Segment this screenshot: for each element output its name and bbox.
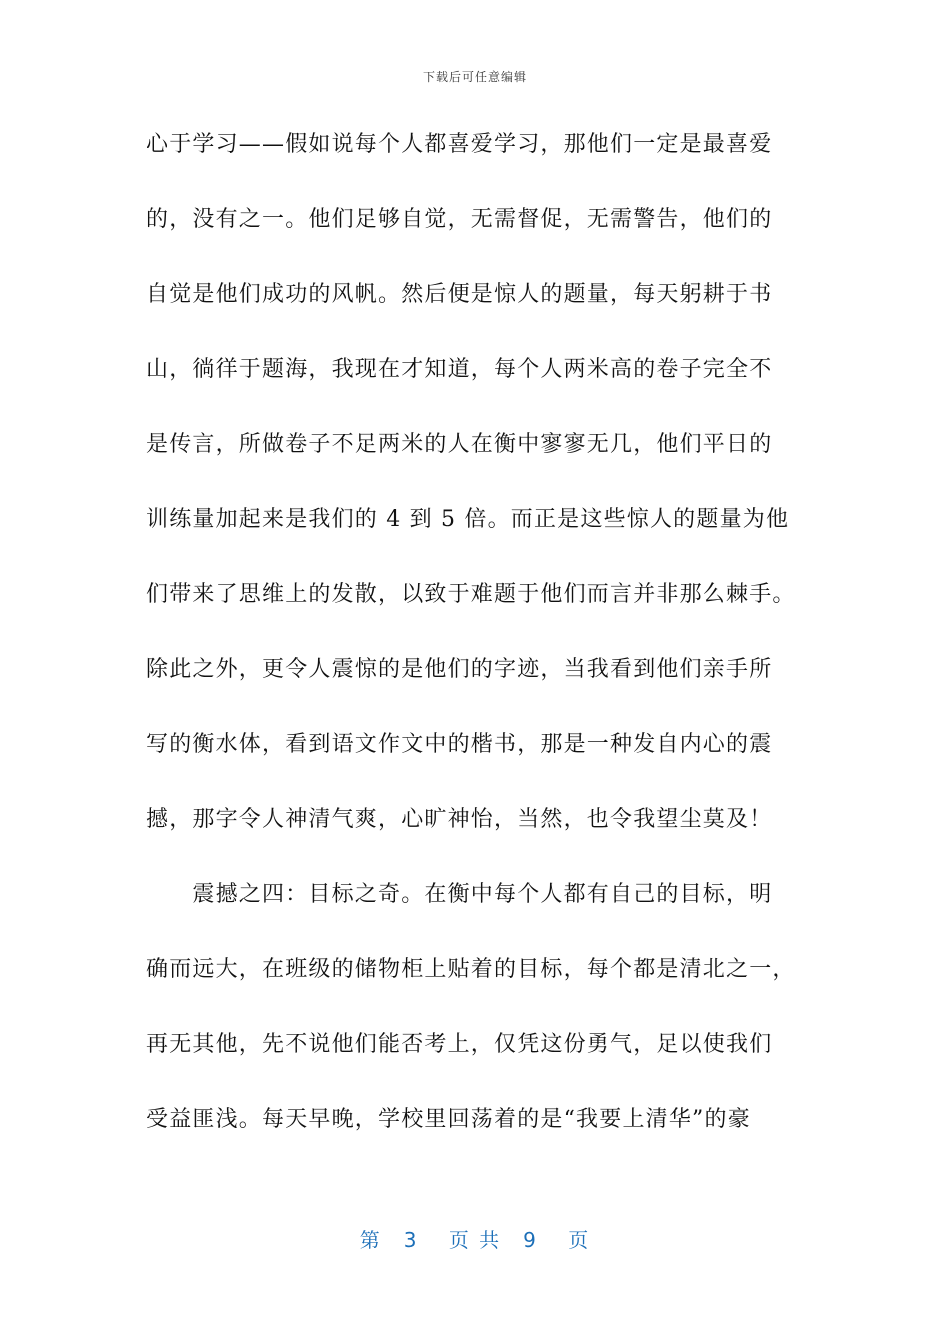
text-line: 山，徜徉于题海，我现在才知道，每个人两米高的卷子完全不 [146, 357, 773, 382]
text-line: 写的衡水体，看到语文作文中的楷书，那是一种发自内心的震 [146, 732, 773, 757]
text-line: 的，没有之一。他们足够自觉，无需督促，无需警告，他们的 [146, 207, 773, 232]
document-body [146, 126, 826, 1176]
paragraph-start-line: 震撼之四：目标之奇。在衡中每个人都有自己的目标，明 [146, 882, 773, 907]
text-line: 们带来了思维上的发散，以致于难题于他们而言并非那么棘手。 [146, 582, 796, 607]
text-line: 训练量加起来是我们的 4 到 5 倍。而正是这些惊人的题量为他 [146, 507, 790, 532]
text-line: 自觉是他们成功的风帆。然后便是惊人的题量，每天躬耕于书 [146, 282, 773, 307]
header-note: 下载后可任意编辑 [422, 70, 527, 84]
text-line: 是传言，所做卷子不足两米的人在衡中寥寥无几，他们平日的 [146, 432, 773, 457]
text-line: 确而远大，在班级的储物柜上贴着的目标，每个都是清北之一， [146, 957, 796, 982]
page-number: 第 3 页 共 9 页 [359, 1228, 591, 1252]
text-line: 再无其他，先不说他们能否考上，仅凭这份勇气，足以使我们 [146, 1032, 773, 1057]
text-line: 受益匪浅。每天早晚，学校里回荡着的是“我要上清华”的豪 [146, 1107, 751, 1132]
text-line: 心于学习——假如说每个人都喜爱学习，那他们一定是最喜爱 [146, 132, 773, 157]
text-line: 除此之外，更令人震惊的是他们的字迹，当我看到他们亲手所 [146, 657, 773, 682]
text-line: 撼，那字令人神清气爽，心旷神怡，当然，也令我望尘莫及！ [146, 807, 773, 832]
